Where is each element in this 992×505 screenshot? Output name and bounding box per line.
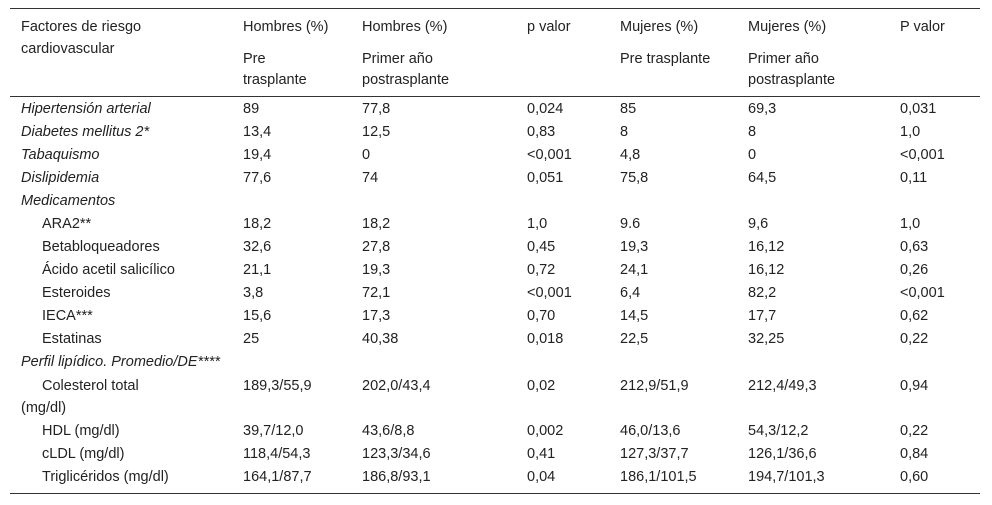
cell-p-men: 0,02 [527, 378, 556, 394]
cell-women-pre: 212,9/51,9 [620, 378, 689, 394]
header-risk-factor-line1: Factores de riesgo [21, 19, 142, 35]
cell-p-men: 0,002 [527, 423, 564, 439]
cell-women-pre: 75,8 [620, 170, 649, 186]
subheader-women-post-line1: Primer año [748, 51, 819, 67]
cell-p-men: 0,83 [527, 124, 556, 140]
header-men-post: Hombres (%) [362, 19, 448, 35]
cell-p-men: <0,001 [527, 147, 572, 163]
cell-women-pre: 8 [620, 124, 629, 140]
cell-p-women: 0,94 [900, 378, 929, 394]
cell-women-post: 8 [748, 124, 757, 140]
cell-men-pre: 189,3/55,9 [243, 378, 312, 394]
cell-men-pre: 21,1 [243, 262, 272, 278]
cell-p-women: 1,0 [900, 124, 921, 140]
cell-women-post: 69,3 [748, 101, 777, 117]
row-label: Betabloqueadores [42, 239, 160, 255]
subheader-men-post-line1: Primer año [362, 51, 433, 67]
cell-p-men: 0,051 [527, 170, 564, 186]
cell-women-post: 82,2 [748, 285, 777, 301]
cell-men-pre: 18,2 [243, 216, 272, 232]
table-header-rule [10, 96, 980, 97]
row-label: HDL (mg/dl) [42, 423, 120, 439]
header-women-pre: Mujeres (%) [620, 19, 699, 35]
table-bottom-rule [10, 493, 980, 494]
section-heading: Medicamentos [21, 193, 116, 209]
cell-p-men: 0,70 [527, 308, 556, 324]
cell-men-pre: 13,4 [243, 124, 272, 140]
row-label: Ácido acetil salicílico [42, 262, 175, 278]
cell-men-post: 72,1 [362, 285, 391, 301]
cell-p-women: 0,11 [900, 170, 928, 186]
cell-women-pre: 46,0/13,6 [620, 423, 681, 439]
subheader-men-post-line2: postrasplante [362, 72, 450, 88]
row-label: Triglicéridos (mg/dl) [42, 469, 169, 485]
cell-men-pre: 32,6 [243, 239, 272, 255]
cell-men-post: 0 [362, 147, 371, 163]
row-label: Tabaquismo [21, 147, 100, 163]
header-risk-factor-line2: cardiovascular [21, 41, 115, 57]
cell-men-pre: 77,6 [243, 170, 272, 186]
cell-men-pre: 15,6 [243, 308, 272, 324]
subheader-women-pre: Pre trasplante [620, 51, 711, 67]
row-label: Esteroides [42, 285, 111, 301]
cell-men-post: 19,3 [362, 262, 391, 278]
cell-women-post: 194,7/101,3 [748, 469, 825, 485]
cell-p-men: <0,001 [527, 285, 572, 301]
cell-p-men: 0,04 [527, 469, 556, 485]
row-label: Hipertensión arterial [21, 101, 151, 117]
header-p-men: p valor [527, 19, 571, 35]
cell-women-pre: 22,5 [620, 331, 649, 347]
cell-p-women: 0,22 [900, 423, 929, 439]
row-label: cLDL (mg/dl) [42, 446, 125, 462]
cell-men-post: 202,0/43,4 [362, 378, 431, 394]
cell-men-post: 18,2 [362, 216, 391, 232]
subheader-men-pre-line2: trasplante [243, 72, 307, 88]
subheader-women-post-line2: postrasplante [748, 72, 836, 88]
cell-p-women: 0,26 [900, 262, 929, 278]
cell-men-post: 17,3 [362, 308, 391, 324]
cell-men-pre: 89 [243, 101, 260, 117]
cell-women-post: 54,3/12,2 [748, 423, 809, 439]
cell-p-women: 0,63 [900, 239, 929, 255]
cell-women-post: 212,4/49,3 [748, 378, 817, 394]
section-heading: Perfil lipídico. Promedio/DE**** [21, 354, 221, 370]
cell-women-pre: 14,5 [620, 308, 649, 324]
row-label: Diabetes mellitus 2* [21, 124, 150, 140]
row-label: IECA*** [42, 308, 93, 324]
cell-women-post: 16,12 [748, 239, 785, 255]
cell-men-pre: 118,4/54,3 [243, 446, 311, 462]
row-label: Dislipidemia [21, 170, 100, 186]
cell-p-women: 0,031 [900, 101, 937, 117]
cell-women-pre: 186,1/101,5 [620, 469, 697, 485]
row-label: Colesterol total [42, 378, 139, 394]
cell-p-women: 0,62 [900, 308, 929, 324]
cell-p-men: 0,72 [527, 262, 556, 278]
cell-p-women: 1,0 [900, 216, 921, 232]
cell-women-pre: 6,4 [620, 285, 641, 301]
cell-men-post: 27,8 [362, 239, 391, 255]
table-top-rule [10, 8, 980, 9]
cell-p-men: 0,018 [527, 331, 564, 347]
cell-men-post: 186,8/93,1 [362, 469, 431, 485]
cell-p-men: 0,024 [527, 101, 564, 117]
header-women-post: Mujeres (%) [748, 19, 827, 35]
cell-women-post: 32,25 [748, 331, 785, 347]
cell-p-women: 0,60 [900, 469, 929, 485]
cell-men-pre: 19,4 [243, 147, 272, 163]
cell-women-pre: 9.6 [620, 216, 641, 232]
header-p-women: P valor [900, 19, 945, 35]
cell-p-women: 0,84 [900, 446, 929, 462]
cell-women-pre: 4,8 [620, 147, 641, 163]
cell-men-post: 74 [362, 170, 379, 186]
cell-men-pre: 39,7/12,0 [243, 423, 304, 439]
cell-men-pre: 25 [243, 331, 260, 347]
cell-p-women: <0,001 [900, 147, 945, 163]
cell-women-pre: 127,3/37,7 [620, 446, 689, 462]
cell-women-post: 0 [748, 147, 757, 163]
row-label-continued: (mg/dl) [21, 400, 67, 416]
cell-women-post: 126,1/36,6 [748, 446, 817, 462]
row-label: ARA2** [42, 216, 92, 232]
header-men-pre: Hombres (%) [243, 19, 329, 35]
cell-men-post: 40,38 [362, 331, 399, 347]
cell-women-post: 64,5 [748, 170, 777, 186]
cell-women-pre: 24,1 [620, 262, 649, 278]
cell-women-post: 9,6 [748, 216, 769, 232]
cell-p-men: 1,0 [527, 216, 548, 232]
cell-men-post: 77,8 [362, 101, 391, 117]
cell-men-post: 12,5 [362, 124, 391, 140]
subheader-men-pre-line1: Pre [243, 51, 266, 67]
row-label: Estatinas [42, 331, 102, 347]
cell-men-post: 43,6/8,8 [362, 423, 415, 439]
cell-men-pre: 164,1/87,7 [243, 469, 312, 485]
cell-women-post: 17,7 [748, 308, 777, 324]
cell-men-pre: 3,8 [243, 285, 264, 301]
cell-women-post: 16,12 [748, 262, 785, 278]
cell-men-post: 123,3/34,6 [362, 446, 431, 462]
cell-p-men: 0,45 [527, 239, 556, 255]
cell-women-pre: 85 [620, 101, 637, 117]
cell-p-women: 0,22 [900, 331, 929, 347]
cell-women-pre: 19,3 [620, 239, 649, 255]
cell-p-men: 0,41 [527, 446, 556, 462]
cell-p-women: <0,001 [900, 285, 945, 301]
